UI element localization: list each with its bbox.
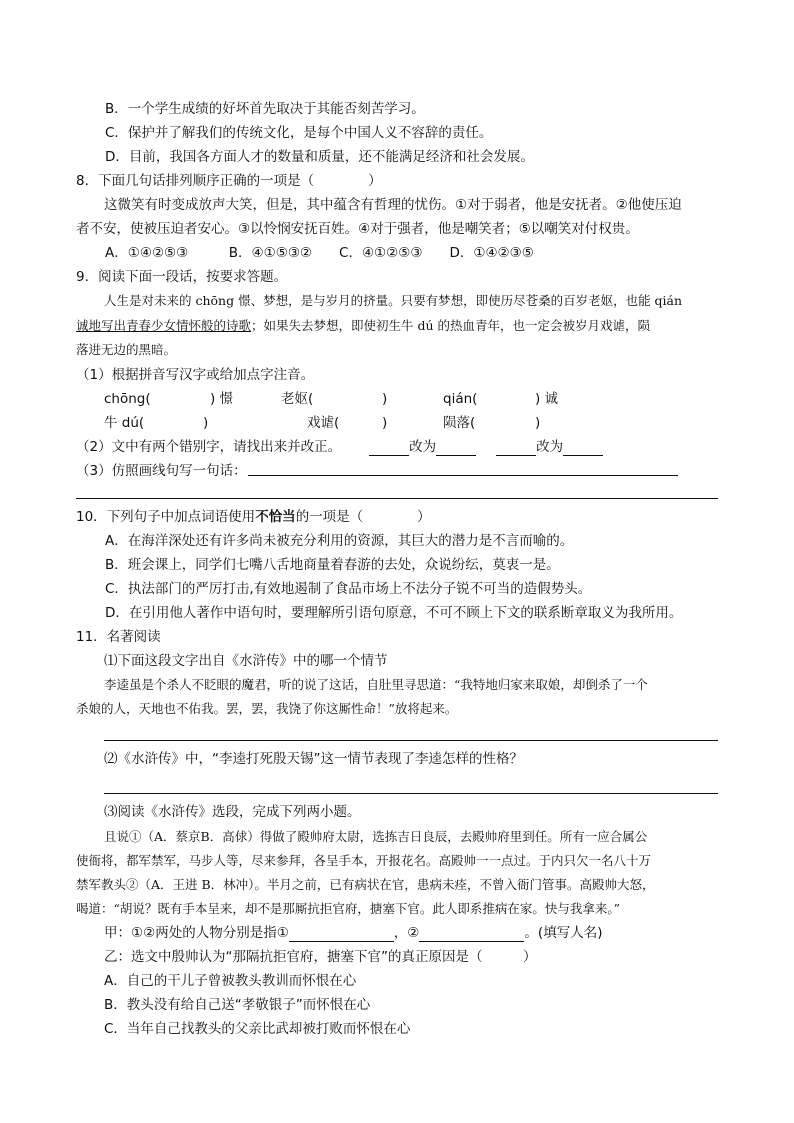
q11-yi-option-b: B．教头没有给自己送“孝敬银子”而怀恨在心 xyxy=(104,997,371,1013)
q9-blank-chong: chōng( xyxy=(104,391,151,407)
q8-stem: 8．下面几句话排列顺序正确的一项是（ ） xyxy=(76,173,382,189)
q11-jia xyxy=(104,924,602,942)
q10-stem-b: 的一项是（ ） xyxy=(295,509,431,525)
q10-option-a: A．在海洋深处还有许多尚未被充分利用的资源，其巨大的潜力是不言而喻的。 xyxy=(105,533,574,549)
q9-blank-xixue-end: ) xyxy=(382,415,388,431)
q7-option-b: B．一个学生成绩的好坏首先取决于其能否刻苦学习。 xyxy=(105,101,425,117)
q9-sub2 xyxy=(76,438,603,456)
q9-blank-qian-end: ) 诚 xyxy=(535,391,559,407)
q11-sub2-answer-line[interactable] xyxy=(104,793,718,794)
q9-answer-line2[interactable] xyxy=(76,498,718,499)
q11-sub3-passage-line1: 且说①（A．蔡京B．高俅）得做了殿帅府太尉，选拣吉日良辰，去殿帅府里到任。所有一应合属公 xyxy=(104,829,648,844)
q11-yi: 乙：选文中殷帅认为“那隔抗拒官府，搪塞下官”的真正原因是（ ） xyxy=(104,949,537,965)
q9-fix2-wrong[interactable] xyxy=(496,441,536,456)
q9-paragraph-line2 xyxy=(76,317,650,335)
q11-sub3-passage-line2: 使衙将，都军禁军，马步人等，尽来参拜，各呈手本，开报花名。高殿帅一一点过。于内只欠一名八十万 xyxy=(76,853,652,868)
q9-fix1-wrong[interactable] xyxy=(369,441,409,456)
q9-sub3-answer-line[interactable] xyxy=(248,475,678,476)
q9-blank-yunluo-end: ) xyxy=(535,415,541,431)
q11-sub3-passage-line3: 禁军教头②（A．王进 B．林冲）。半月之前，已有病状在官，患病未痊，不曾入衙门管事。高殿帅大怒， xyxy=(76,877,655,892)
q9-sub3: （3）仿照画线句写一句话： xyxy=(76,463,247,479)
q9-underlined-sentence: 诚地写出青春少女情怀般的诗歌 xyxy=(76,318,252,333)
q11-jia-blank2[interactable] xyxy=(419,927,524,942)
q8-passage-line2: 者不安，使被压迫者安心。③以怜悯安抚百姓。④对于强者，他是嘲笑者；⑤以嘲笑对付权贵。 xyxy=(76,221,639,237)
q9-blank-qian: qián( xyxy=(443,391,478,407)
q9-blank-xixue: 戏谑( xyxy=(307,415,340,431)
q8-passage-line1: 这微笑有时变成放声大笑，但是，其中蕴含有哲理的忧伤。①对于弱者，他是安抚者。②他使压迫 xyxy=(104,197,682,213)
q9-paragraph-line1: 人生是对未来的 chōng 憬、梦想，是与岁月的挤量。只要有梦想，即使历尽苍桑的百岁老妪，也能 qián xyxy=(104,293,683,308)
q9-blank-chong-end: ) 憬 xyxy=(210,391,234,407)
q9-blank-laoyu: 老妪( xyxy=(281,391,314,407)
q11-jia-mid: ，② xyxy=(393,925,420,941)
q11-sub1-passage-line1: 李逵虽是个杀人不眨眼的魔君，听的说了这话，自肚里寻思道：“我特地归家来取娘，却倒杀了一个 xyxy=(104,677,648,692)
q9-sub2-text: （2）文中有两个错别字，请找出来并改正。 xyxy=(76,439,342,455)
q9-blank-du: 牛 dú( xyxy=(104,415,145,431)
q9-stem: 9．阅读下面一段话，按要求答题。 xyxy=(76,269,288,285)
q9-fix1-right[interactable] xyxy=(436,441,476,456)
q9-sub1: （1）根据拼音写汉字或给加点字注音。 xyxy=(76,367,315,383)
q11-sub2: ⑵《水浒传》中，“李逵打死殷天锡”这一情节表现了李逵怎样的性格？ xyxy=(104,751,523,767)
q11-sub1-passage-line2: 杀娘的人，天地也不佑我。罢，罢，我饶了你这厮性命！”放将起来。 xyxy=(76,701,458,716)
q11-yi-option-a: A．自己的干儿子曾被教头教训而怀恨在心 xyxy=(104,973,357,989)
q10-stem-emphasis: 不恰当 xyxy=(255,509,296,525)
q7-option-d: D．目前，我国各方面人才的数量和质量，还不能满足经济和社会发展。 xyxy=(105,149,534,165)
q11-sub1-answer-line[interactable] xyxy=(104,740,718,741)
q10-stem xyxy=(76,508,431,526)
q9-paragraph-line3: 落进无边的黑暗。 xyxy=(76,342,177,357)
q9-blank-yunluo: 陨落( xyxy=(443,415,476,431)
q7-option-c: C．保护并了解我们的传统文化，是每个中国人义不容辞的责任。 xyxy=(105,125,493,141)
q11-stem: 11．名著阅读 xyxy=(76,629,161,645)
q10-stem-a: 10．下列句子中加点词语使用 xyxy=(76,509,256,525)
q11-sub3-passage-line4: 喝道：“胡说？既有手本呈来，却不是那厮抗拒官府，搪塞下官。此人即系推病在家。快与我拿来。” xyxy=(76,901,621,916)
q11-jia-end: 。(填写人名) xyxy=(524,925,603,941)
q11-jia-label: 甲：①②两处的人物分别是指① xyxy=(104,925,289,941)
q9-blank-du-end: ) xyxy=(203,415,209,431)
q10-option-c: C．执法部门的严厉打击,有效地遏制了食品市场上不法分子锐不可当的造假势头。 xyxy=(105,581,592,597)
q9-blank-laoyu-end: ) xyxy=(382,391,388,407)
q10-option-b: B．班会课上，同学们七嘴八舌地商量着春游的去处，众说纷纭，莫衷一是。 xyxy=(105,557,560,573)
q11-yi-option-c: C．当年自己找教头的父亲比武却被打败而怀恨在心 xyxy=(104,1021,411,1037)
q10-option-d: D．在引用他人著作中语句时，要理解所引语句原意，不可不顾上下文的联系断章取义为我所用。 xyxy=(105,605,683,621)
q9-fix2-right[interactable] xyxy=(563,441,603,456)
q8-options: A．①④②⑤③ B．④①⑤③② C．④①②⑤③ D．①④②③⑤ xyxy=(105,245,534,261)
q11-jia-blank1[interactable] xyxy=(289,927,394,942)
q9-paragraph-line2-rest: ；如果失去梦想，即使初生牛 dú 的热血青年，也一定会被岁月戏谑，陨 xyxy=(251,318,651,333)
q9-fix2-label: 改为 xyxy=(536,439,564,455)
q9-fix1-label: 改为 xyxy=(409,439,437,455)
q11-sub3: ⑶阅读《水浒传》选段，完成下列两小题。 xyxy=(104,804,361,820)
q11-sub1: ⑴下面这段文字出自《水浒传》中的哪一个情节 xyxy=(104,653,388,669)
